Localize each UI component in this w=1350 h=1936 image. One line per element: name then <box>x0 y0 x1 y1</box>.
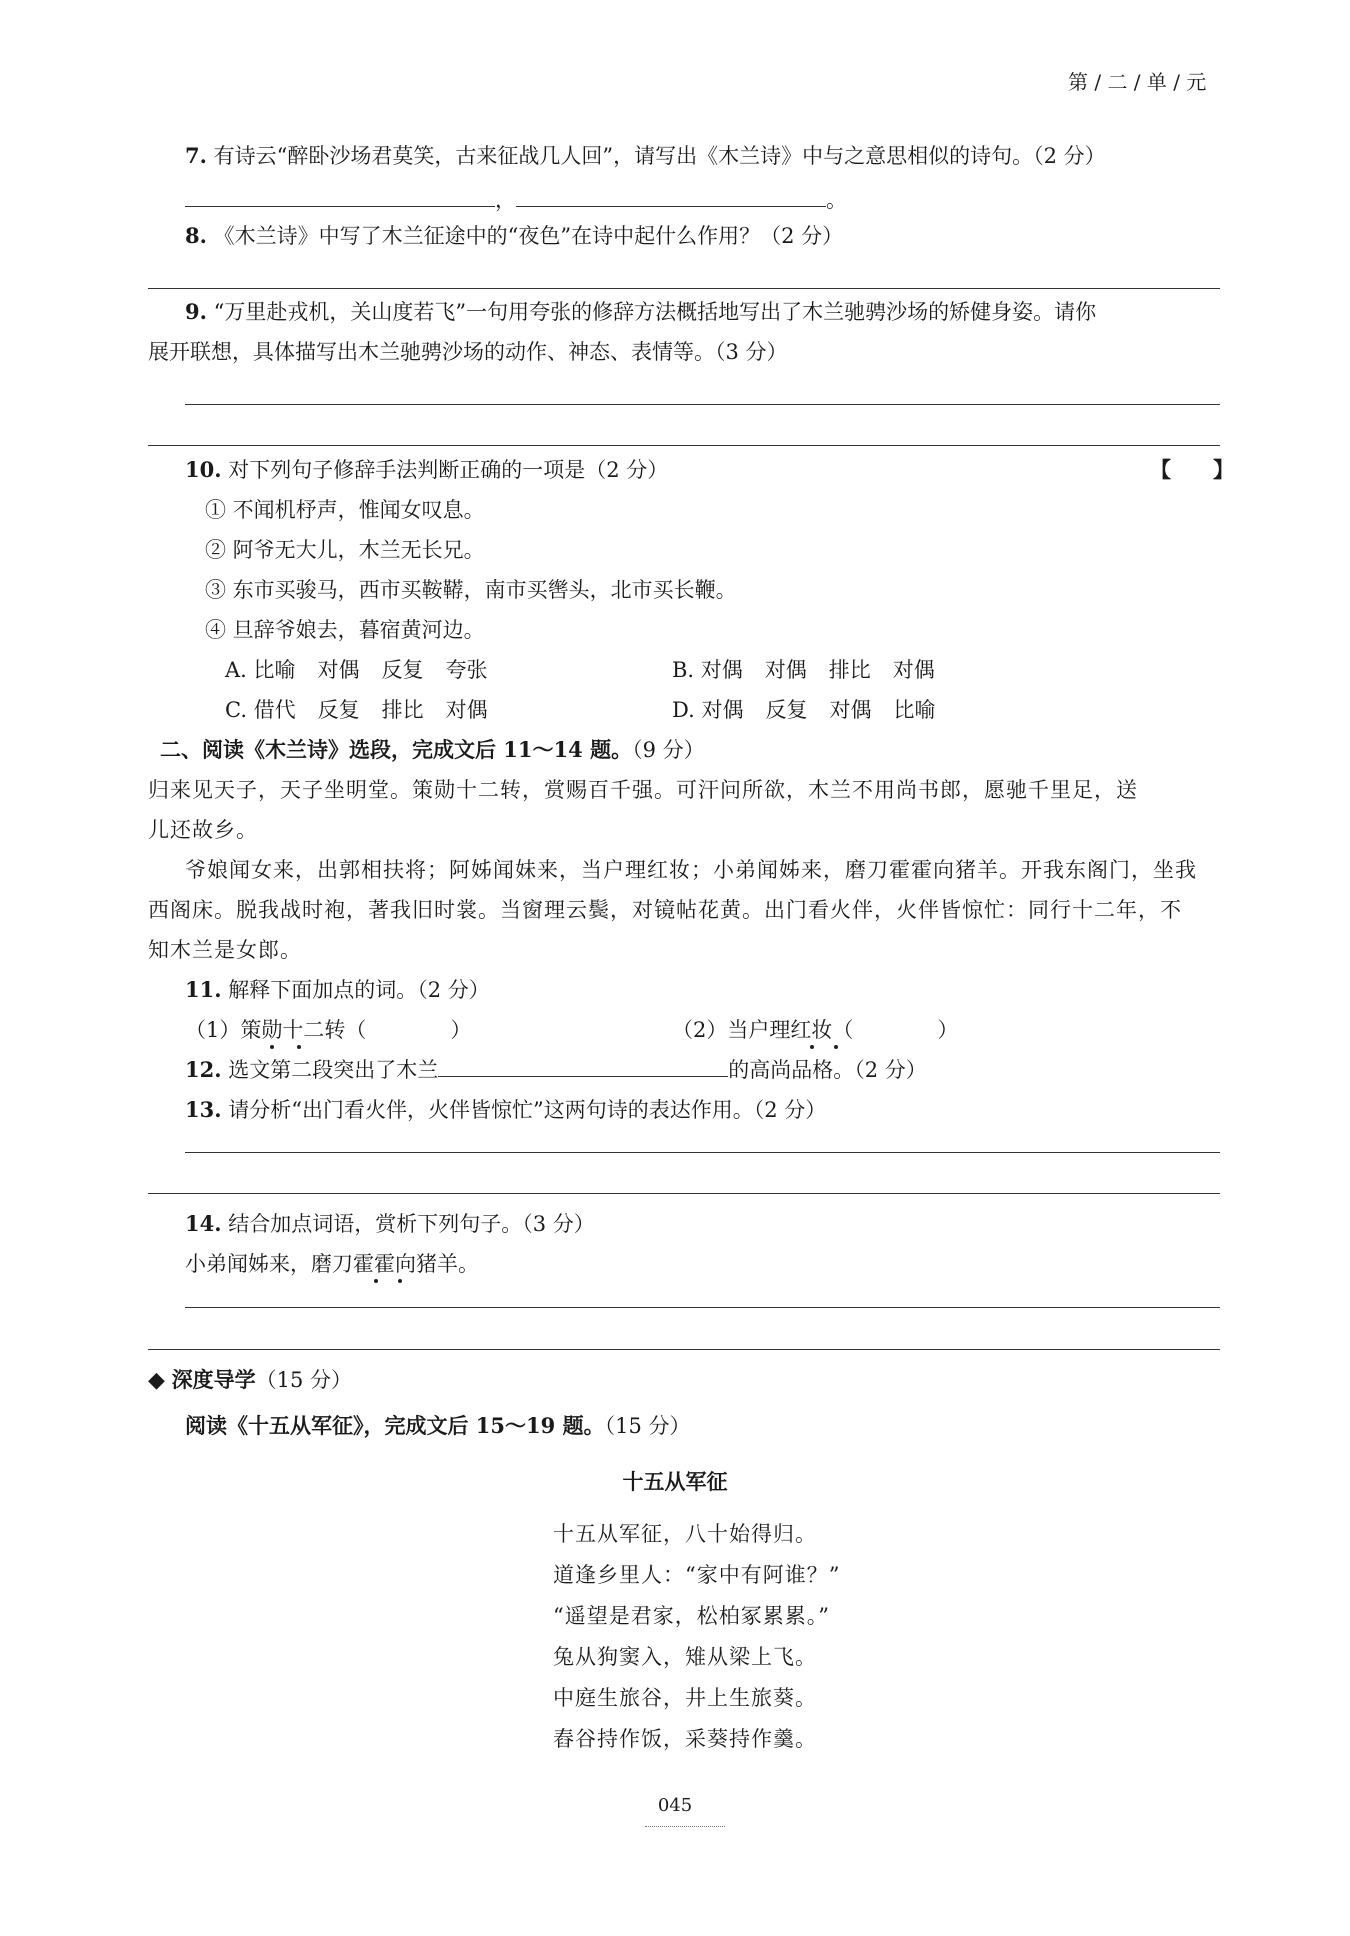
passage-line: 归来见天子，天子坐明堂。策勋十二转，赏赐百千强。可汗问所欲，木兰不用尚书郎，愿驰千里足，送 <box>148 778 1138 802</box>
question-14-sentence: 小弟闻姊来，磨刀霍霍向猪羊。 <box>185 1252 479 1276</box>
answer-line[interactable] <box>148 445 1220 446</box>
instruction-text: 阅读《十五从军征》，完成文后 15～19 题。 <box>185 1413 605 1438</box>
question-12-number: 12. <box>185 1057 222 1082</box>
answer-line[interactable] <box>185 1152 1220 1153</box>
option-c-3: 排比 <box>381 698 424 722</box>
option-c-2: 反复 <box>317 698 360 722</box>
passage-line: 儿还故乡。 <box>148 818 258 842</box>
question-7-answer-row <box>185 186 847 214</box>
poem-line: 道逢乡里人：“家中有阿谁？” <box>553 1563 841 1587</box>
poem-line: 中庭生旅谷，井上生旅葵。 <box>553 1686 817 1710</box>
poem-title: 十五从军征 <box>622 1469 728 1494</box>
option-a[interactable] <box>225 656 510 684</box>
question-11-part-1[interactable]: （1）策勋十二转（ ） <box>185 1018 472 1042</box>
option-d-3: 对偶 <box>829 698 872 722</box>
question-11 <box>185 976 490 1004</box>
question-7 <box>185 142 1106 170</box>
question-9-line1 <box>185 298 1096 326</box>
option-d-1: D. 对偶 <box>672 698 744 722</box>
option-c[interactable] <box>225 696 510 724</box>
emphasis-dot <box>297 1045 301 1049</box>
answer-line[interactable] <box>148 1349 1220 1350</box>
answer-line[interactable] <box>148 288 1220 289</box>
instruction-score: （15 分） <box>604 1414 691 1438</box>
question-14-text: 结合加点词语，赏析下列句子。（3 分） <box>228 1212 595 1236</box>
poem-line: 十五从军征，八十始得归。 <box>553 1522 817 1546</box>
option-a-4: 夸张 <box>445 658 488 682</box>
section-2-heading <box>160 736 705 764</box>
section-3-heading <box>148 1366 352 1394</box>
question-10-number: 10. <box>185 457 222 482</box>
option-c-1: C. 借代 <box>225 698 296 722</box>
comma: ， <box>495 188 516 212</box>
answer-blank-2[interactable] <box>516 186 826 207</box>
option-a-1: A. 比喻 <box>225 658 296 682</box>
unit-header: 第 / 二 / 单 / 元 <box>1068 70 1207 94</box>
emphasis-dot <box>834 1045 838 1049</box>
period: 。 <box>826 188 847 212</box>
emphasis-dot <box>374 1279 378 1283</box>
option-b-3: 排比 <box>828 658 871 682</box>
emphasis-dot <box>398 1279 402 1283</box>
question-12-post: 的高尚品格。（2 分） <box>728 1058 927 1082</box>
poem-line: 兔从狗窦入，雉从梁上飞。 <box>553 1645 817 1669</box>
question-8 <box>185 222 843 250</box>
emphasis-dot <box>810 1045 814 1049</box>
section-2-score: （9 分） <box>632 738 705 762</box>
answer-line[interactable] <box>148 1193 1220 1194</box>
answer-line[interactable] <box>185 404 1220 405</box>
question-7-text: 有诗云“醉卧沙场君莫笑，古来征战几人回”，请写出《木兰诗》中与之意思相似的诗句。（2 分） <box>213 144 1106 168</box>
question-8-number: 8. <box>185 223 207 248</box>
question-14-number: 14. <box>185 1211 222 1236</box>
question-11-text: 解释下面加点的词。（2 分） <box>228 978 490 1002</box>
option-b-4: 对偶 <box>892 658 935 682</box>
section-3-instruction <box>185 1412 690 1440</box>
question-11-number: 11. <box>185 977 222 1002</box>
page-number: 045 <box>657 1795 693 1816</box>
section-3-title: 深度导学 <box>171 1367 256 1392</box>
question-12 <box>185 1056 927 1084</box>
question-9-number: 9. <box>185 299 207 324</box>
question-9-line2: 展开联想，具体描写出木兰驰骋沙场的动作、神态、表情等。（3 分） <box>148 340 788 364</box>
list-item: ④ 旦辞爷娘去，暮宿黄河边。 <box>205 618 485 642</box>
passage-line: 爷娘闻女来，出郭相扶将；阿姊闻妹来，当户理红妆；小弟闻姊来，磨刀霍霍向猪羊。开我东阁门，坐我 <box>185 858 1197 882</box>
question-13-text: 请分析“出门看火伴，火伴皆惊忙”这两句诗的表达作用。（2 分） <box>228 1098 827 1122</box>
list-item: ③ 东市买骏马，西市买鞍鞯，南市买辔头，北市买长鞭。 <box>205 578 737 602</box>
option-b[interactable] <box>672 656 957 684</box>
question-11-part-2[interactable]: （2）当户理红妆（ ） <box>672 1018 959 1042</box>
question-8-text: 《木兰诗》中写了木兰征途中的“夜色”在诗中起什么作用？（2 分） <box>213 224 844 248</box>
option-b-2: 对偶 <box>764 658 807 682</box>
passage-line: 西阁床。脱我战时袍，著我旧时裳。当窗理云鬓，对镜帖花黄。出门看火伴，火伴皆惊忙：同行十二年，不 <box>148 898 1182 922</box>
emphasis-dot <box>270 1045 274 1049</box>
answer-line[interactable] <box>185 1307 1220 1308</box>
option-b-1: B. 对偶 <box>672 658 743 682</box>
section-2-title: 二、阅读《木兰诗》选段，完成文后 11～14 题。 <box>160 737 633 762</box>
question-10 <box>185 456 668 484</box>
page-number-underline <box>645 1826 725 1827</box>
option-c-4: 对偶 <box>445 698 488 722</box>
question-12-pre: 选文第二段突出了木兰 <box>228 1058 439 1082</box>
answer-blank[interactable] <box>438 1056 728 1077</box>
option-a-2: 对偶 <box>317 658 360 682</box>
diamond-icon: ◆ <box>148 1367 165 1393</box>
answer-blank-1[interactable] <box>185 186 495 207</box>
option-a-3: 反复 <box>381 658 424 682</box>
list-item: ① 不闻机杼声，惟闻女叹息。 <box>205 498 485 522</box>
question-9-text: “万里赴戎机，关山度若飞”一句用夸张的修辞方法概括地写出了木兰驰骋沙场的矫健身姿。请你 <box>213 300 1097 324</box>
question-10-text: 对下列句子修辞手法判断正确的一项是（2 分） <box>228 458 669 482</box>
question-13-number: 13. <box>185 1097 222 1122</box>
list-item: ② 阿爷无大儿，木兰无长兄。 <box>205 538 485 562</box>
option-d[interactable] <box>672 696 957 724</box>
question-14 <box>185 1210 595 1238</box>
passage-line: 知木兰是女郎。 <box>148 938 302 962</box>
section-3-score: （15 分） <box>255 1368 353 1392</box>
question-7-number: 7. <box>185 143 207 168</box>
question-13 <box>185 1096 826 1124</box>
option-d-4: 比喻 <box>893 698 936 722</box>
poem-line: “遥望是君家，松柏冢累累。” <box>553 1604 830 1628</box>
answer-bracket[interactable]: 【 】 <box>1150 457 1234 482</box>
poem-line: 舂谷持作饭，采葵持作羹。 <box>553 1727 817 1751</box>
option-d-2: 反复 <box>765 698 808 722</box>
